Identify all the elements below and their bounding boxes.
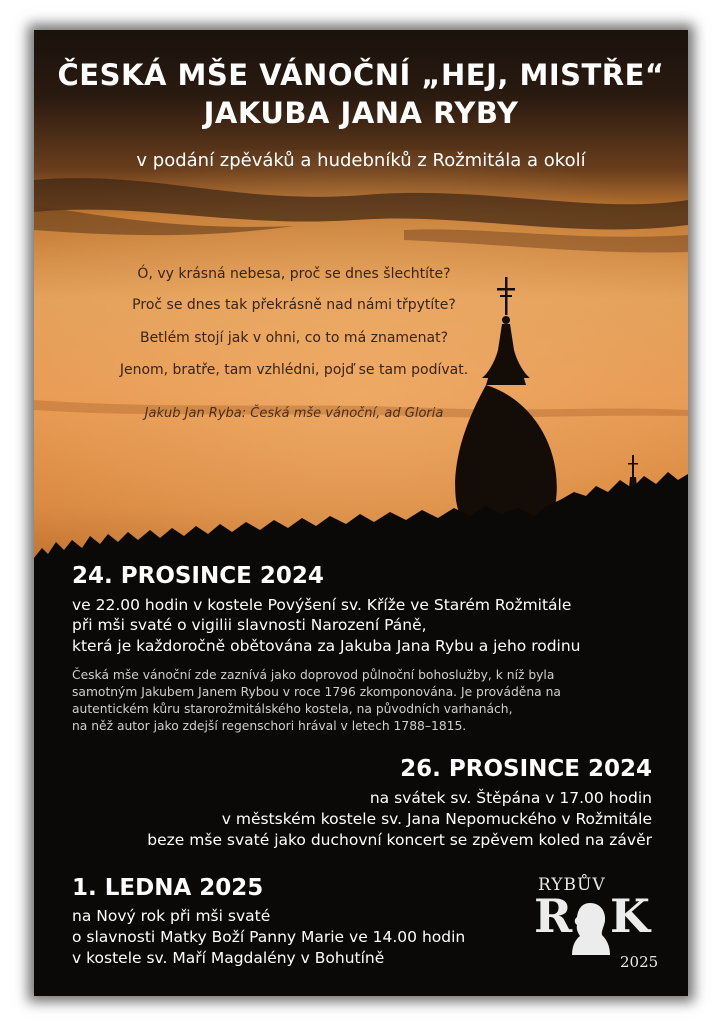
logo-year: 2025 [620, 953, 659, 971]
poem-citation: Jakub Jan Ryba: Česká mše vánoční, ad Gloria [144, 406, 444, 421]
event3-line-1: na Nový rok při mši svaté [72, 907, 271, 925]
event1-note-1: Česká mše vánoční zde zaznívá jako doprovod půlnoční bohoslužby, k níž byla [72, 668, 555, 682]
logo-letter-r: R [534, 889, 573, 943]
poem-line-2: Proč se dnes tak překrásně nad námi třpytíte? [132, 297, 456, 313]
rybuv-rok-logo [524, 875, 664, 975]
logo-top-text: RYBŮV [538, 875, 606, 895]
event3-line-3: v kostele sv. Maří Magdalény v Bohutíně [72, 949, 385, 967]
poem-line-3: Betlém stojí jak v ohni, co to má znamenat? [139, 330, 449, 346]
composer-silhouette-icon [568, 899, 612, 955]
title-line-2: JAKUBA JANA RYBY [203, 96, 519, 130]
event2-date: 26. PROSINCE 2024 [400, 756, 652, 782]
event3-line-2: o slavnosti Matky Boží Panny Marie ve 14.00 hodin [72, 928, 466, 946]
event3-date: 1. LEDNA 2025 [72, 875, 264, 901]
event1-line-1: ve 22.00 hodin v kostele Povýšení sv. Kříže ve Starém Rožmitále [72, 596, 572, 614]
event2-line-1: na svátek sv. Štěpána v 17.00 hodin [369, 789, 652, 807]
poem-line-1: Ó, vy krásná nebesa, proč se dnes šlechtíte? [137, 266, 451, 282]
event1-note-4: na něž autor jako zdejší regenschori hrával v letech 1788–1815. [72, 719, 467, 733]
event1-line-3: která je každoročně obětována za Jakuba Jana Rybu a jeho rodinu [72, 637, 581, 655]
event1-note-3: autentickém kůru starorožmitálského kostela, na původních varhanách, [72, 702, 513, 716]
event1-line-2: při mši svaté o vigilii slavnosti Narození Páně, [72, 616, 427, 634]
subtitle: v podání zpěváků a hudebníků z Rožmitála a okolí [136, 150, 586, 171]
poem-line-4: Jenom, bratře, tam vzhlédni, pojď se tam podívat. [119, 362, 469, 378]
event2-line-3: beze mše svaté jako duchovní koncert se zpěvem koled na závěr [147, 831, 652, 849]
event2-line-2: v městském kostele sv. Jana Nepomuckého v Rožmitále [221, 810, 652, 828]
poster [34, 30, 688, 996]
event1-date: 24. PROSINCE 2024 [72, 563, 324, 589]
event1-note-2: samotným Jakubem Janem Rybou v roce 1796 zkomponována. Je prováděna na [72, 685, 561, 699]
logo-letter-k: K [610, 889, 650, 943]
title-line-1: ČESKÁ MŠE VÁNOČNÍ „HEJ, MISTŘE“ [57, 58, 665, 92]
